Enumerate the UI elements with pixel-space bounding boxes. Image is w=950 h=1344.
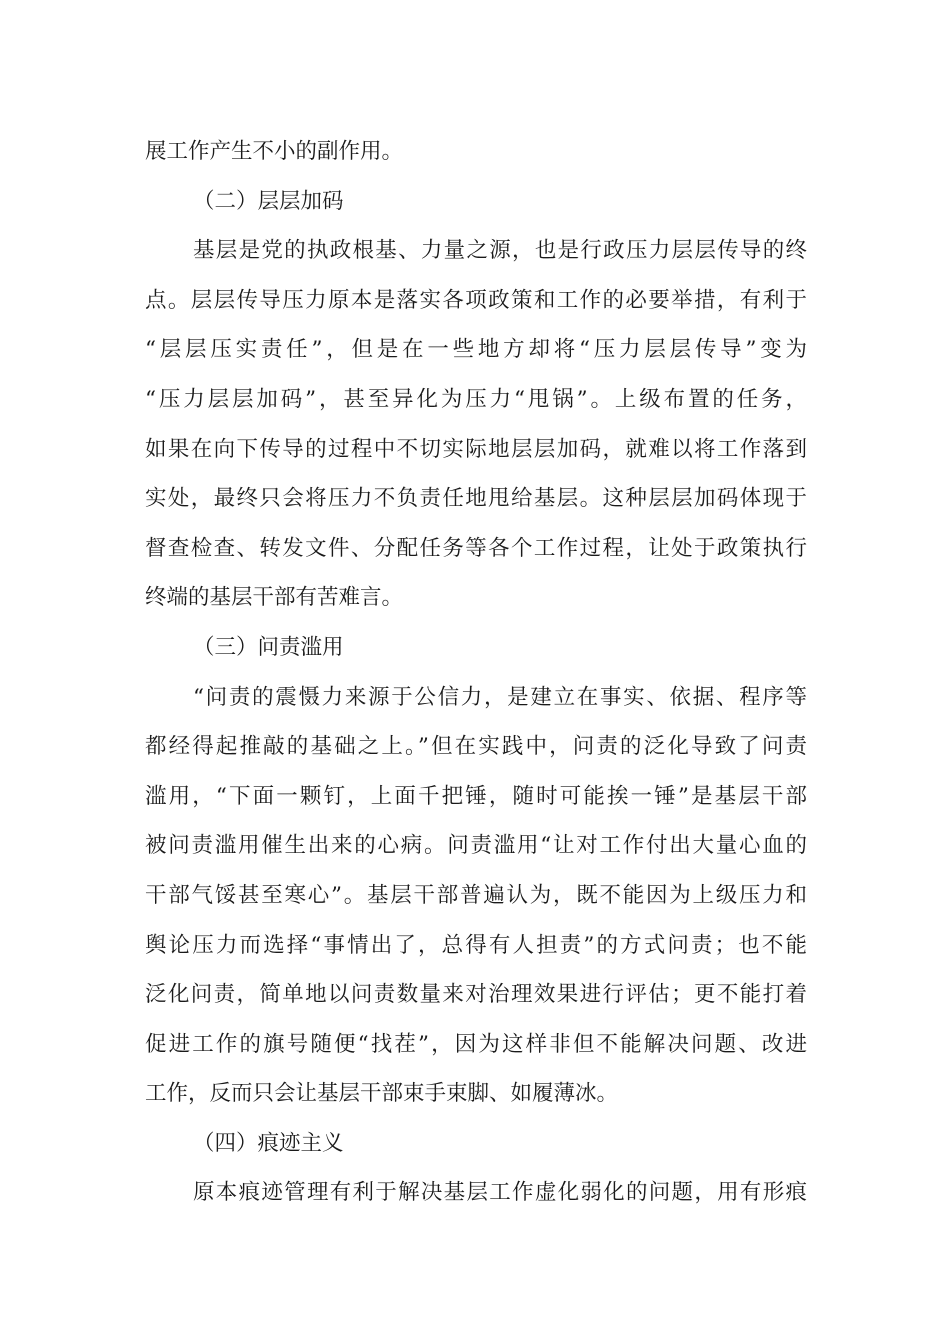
paragraph-line: “压力层层加码”，甚至异化为压力“甩锅”。上级布置的任务， bbox=[145, 386, 807, 412]
paragraph-line: 泛化问责，简单地以问责数量来对治理效果进行评估；更不能打着 bbox=[145, 982, 807, 1008]
paragraph-line: 实处，最终只会将压力不负责任地甩给基层。这种层层加码体现于 bbox=[145, 486, 807, 512]
paragraph-line: 基层是党的执政根基、力量之源，也是行政压力层层传导的终 bbox=[193, 238, 807, 264]
section-heading-3: （三）问责滥用 bbox=[193, 634, 344, 660]
paragraph-line: 督查检查、转发文件、分配任务等各个工作过程，让处于政策执行 bbox=[145, 535, 807, 561]
paragraph-line: 点。层层传导压力原本是落实各项政策和工作的必要举措，有利于 bbox=[145, 287, 807, 313]
paragraph-line: 工作，反而只会让基层干部束手束脚、如履薄冰。 bbox=[145, 1081, 619, 1107]
paragraph-line: “问责的震慑力来源于公信力，是建立在事实、依据、程序等 bbox=[193, 684, 807, 710]
paragraph-line: 原本痕迹管理有利于解决基层工作虚化弱化的问题，用有形痕 bbox=[193, 1180, 807, 1206]
paragraph-line: 滥用，“下面一颗钉，上面千把锤，随时可能挨一锤”是基层干部 bbox=[145, 783, 807, 809]
paragraph-line: 展工作产生不小的副作用。 bbox=[145, 139, 404, 164]
paragraph-line: 如果在向下传导的过程中不切实际地层层加码，就难以将工作落到 bbox=[145, 436, 807, 462]
section-heading-4: （四）痕迹主义 bbox=[193, 1130, 344, 1156]
document-body bbox=[145, 127, 807, 1218]
paragraph-line: “层层压实责任”，但是在一些地方却将“压力层层传导”变为 bbox=[145, 337, 807, 363]
paragraph-line: 促进工作的旗号随便“找茬”，因为这样非但不能解决问题、改进 bbox=[145, 1031, 807, 1057]
section-heading-2: （二）层层加码 bbox=[193, 188, 344, 214]
paragraph-line: 被问责滥用催生出来的心病。问责滥用“让对工作付出大量心血的 bbox=[145, 833, 807, 859]
paragraph-line: 终端的基层干部有苦难言。 bbox=[145, 585, 404, 611]
paragraph-line: 舆论压力而选择“事情出了，总得有人担责”的方式问责；也不能 bbox=[145, 932, 807, 958]
paragraph-line: 都经得起推敲的基础之上。”但在实践中，问责的泛化导致了问责 bbox=[145, 734, 807, 760]
paragraph-line: 干部气馁甚至寒心”。基层干部普遍认为，既不能因为上级压力和 bbox=[145, 882, 807, 908]
